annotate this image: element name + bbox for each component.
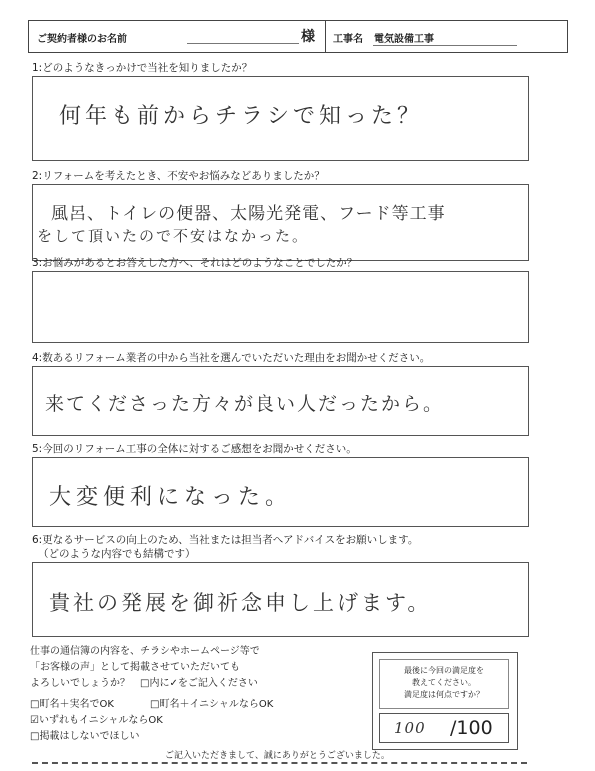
question-4-answer-box[interactable] xyxy=(32,366,529,436)
question-5-answer: 大変便利になった。 xyxy=(49,485,293,510)
question-5-label: 5:今回のリフォーム工事の全体に対するご感想をお聞かせください。 xyxy=(32,443,357,455)
question-6-label: 6:更なるサービスの向上のため、当社または担当者へアドバイスをお願いします。 xyxy=(32,534,419,546)
cut-line xyxy=(32,762,527,764)
question-1-answer: 何年も前からチラシで知った？ xyxy=(59,104,424,129)
satisfaction-score-box[interactable] xyxy=(379,713,509,743)
satisfaction-score: 100 xyxy=(394,719,426,737)
customer-name-label: ご契約者様のお名前 xyxy=(37,34,127,45)
question-3-answer-box[interactable] xyxy=(32,271,529,343)
satisfaction-prompt-box xyxy=(379,659,509,709)
consent-option-initials[interactable]: ☑いずれもイニシャルならOK xyxy=(30,715,163,726)
question-5-answer-box[interactable] xyxy=(32,457,529,527)
question-4-label: 4:数あるリフォーム業者の中から当社を選んでいただいた理由をお聞かせください。 xyxy=(32,352,431,364)
publish-consent-line-2: 「お客様の声」として掲載させていただいても xyxy=(30,662,240,673)
honorific: 様 xyxy=(301,29,315,45)
header-divider xyxy=(325,21,326,52)
question-1-label: 1:どのようなきっかけで当社を知りましたか？ xyxy=(32,62,253,74)
question-3-label: 3:お悩みがあるとお答えした方へ、それはどのようなことでしたか？ xyxy=(32,257,358,269)
question-2-answer-line-2: をして頂いたので不安はなかった。 xyxy=(37,227,310,245)
question-6-answer-box[interactable] xyxy=(32,562,529,637)
consent-option-no-publish[interactable]: □掲載はしないでほしい xyxy=(30,731,140,742)
satisfaction-prompt-line-3: 満足度は何点ですか？ xyxy=(404,690,484,699)
question-2-label: 2:リフォームを考えたとき、不安やお悩みなどありましたか？ xyxy=(32,170,325,182)
consent-option-town-initials[interactable]: □町名＋イニシャルならOK xyxy=(150,699,274,710)
satisfaction-prompt-line-1: 最後に今回の満足度を xyxy=(404,666,484,675)
question-2-answer-box[interactable] xyxy=(32,184,529,261)
question-4-answer: 来てくださった方々が良い人だったから。 xyxy=(45,393,445,415)
work-name-underline xyxy=(373,45,517,46)
consent-option-real-name[interactable]: □町名＋実名でOK xyxy=(30,699,114,710)
publish-consent-line-3: よろしいでしょうか？ □内に✓をご記入ください xyxy=(30,678,258,689)
publish-consent-line-1: 仕事の通信簿の内容を、チラシやホームページ等で xyxy=(30,646,260,657)
customer-name-field[interactable] xyxy=(187,43,299,44)
work-name-value: 電気設備工事 xyxy=(374,34,434,45)
thanks-message: ご記入いただきまして、誠にありがとうございました。 xyxy=(165,751,390,761)
question-1-answer-box[interactable] xyxy=(32,76,529,161)
satisfaction-box xyxy=(372,652,518,750)
satisfaction-max: /100 xyxy=(450,717,493,739)
header-box xyxy=(28,20,568,53)
question-6-sublabel: （どのような内容でも結構です） xyxy=(38,548,196,560)
question-2-answer-line-1: 風呂、トイレの便器、太陽光発電、フード等工事 xyxy=(51,204,446,224)
satisfaction-prompt-line-2: 教えてください。 xyxy=(412,678,476,687)
question-6-answer: 貴社の発展を御祈念申し上げます。 xyxy=(49,591,432,615)
work-name-label: 工事名 xyxy=(333,34,363,45)
